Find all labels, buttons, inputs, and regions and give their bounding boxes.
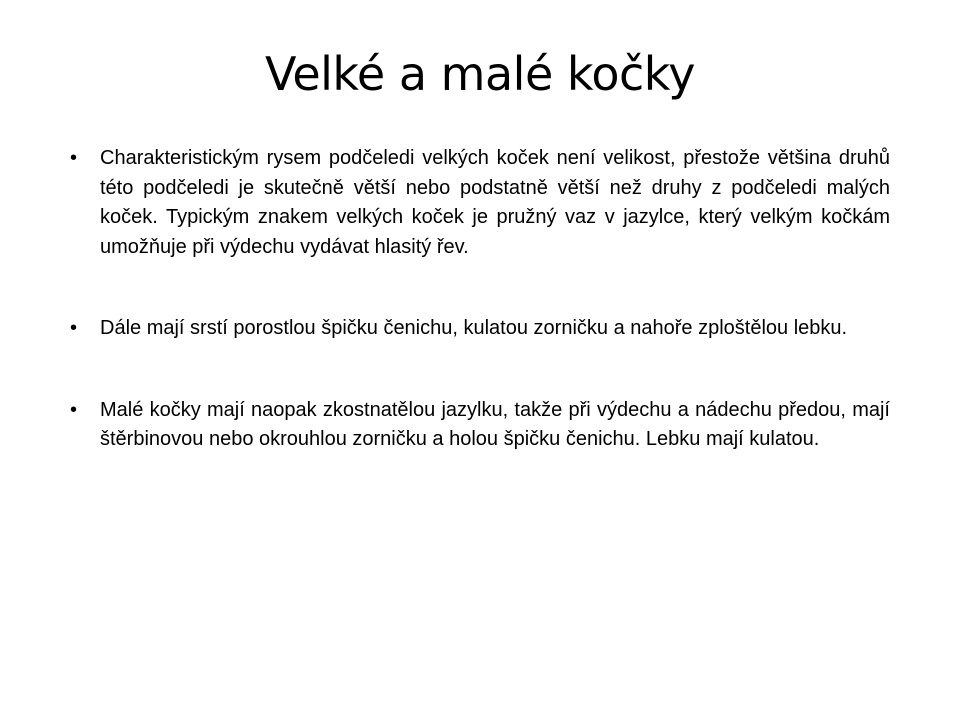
bullet-item-3 bbox=[70, 396, 890, 455]
bullet-text: Dále mají srstí porostlou špičku čenichu, kulatou zorničku a nahoře zploštělou lebku. bbox=[100, 317, 848, 339]
bullet-item-2 bbox=[70, 314, 890, 344]
bullet-icon: • bbox=[70, 317, 78, 339]
bullet-text: Charakteristickým rysem podčeledi velkých koček není velikost, přestože většina druhů této podčeledi je skutečně větší nebo podstatně větší než druhy z podčeledi malých koček. Typickým znakem velkých koček je pružný vaz v jazylce, který velkým kočkám umožňuje při výdechu vydávat hlasitý řev. bbox=[100, 147, 890, 258]
bullet-list bbox=[70, 144, 890, 455]
bullet-text: Malé kočky mají naopak zkostnatělou jazylku, takže při výdechu a nádechu předou, mají štěrbinovou nebo okrouhlou zorničku a holou špičku čenichu. Lebku mají kulatou. bbox=[100, 398, 890, 450]
bullet-icon: • bbox=[70, 398, 78, 421]
bullet-icon: • bbox=[70, 147, 78, 169]
bullet-item-1 bbox=[70, 144, 890, 262]
slide-title: Velké a malé kočky bbox=[264, 47, 696, 101]
